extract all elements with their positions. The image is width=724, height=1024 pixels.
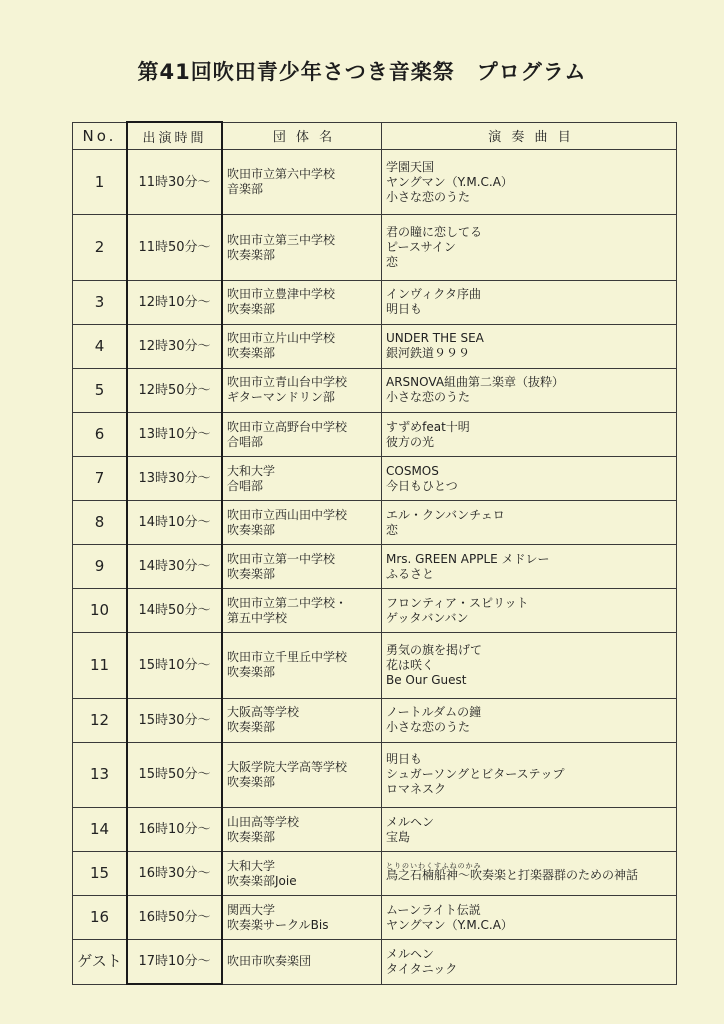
performance-time: 14時30分～ — [127, 545, 222, 589]
song-title: ピースサイン — [386, 240, 456, 255]
song-list — [382, 698, 677, 742]
row-number: 4 — [73, 324, 128, 368]
song-ruby-reading: とりのいわくすふねのかみ — [386, 862, 482, 871]
group-name-line: 合唱部 — [227, 434, 264, 449]
group-name — [222, 633, 382, 698]
group-name — [222, 852, 382, 896]
song-title: 学園天国 — [386, 159, 435, 174]
group-name-line: 吹奏楽部 — [227, 302, 276, 317]
song-title — [386, 864, 676, 883]
row-number: 6 — [73, 412, 128, 456]
group-name-line: 吹奏楽サークルBis — [227, 917, 329, 932]
song-title: 彼方の光 — [386, 434, 435, 449]
song-list — [382, 457, 677, 501]
song-title: Be Our Guest — [386, 672, 467, 687]
header-no: No. — [73, 122, 128, 150]
row-number: 14 — [73, 808, 128, 852]
table-row — [73, 368, 677, 412]
header-time: 出演時間 — [127, 122, 222, 150]
group-name-line: 山田高等学校 — [227, 814, 300, 829]
song-list — [382, 280, 677, 324]
song-list — [382, 545, 677, 589]
song-title: 明日も — [386, 302, 423, 317]
group-name-line: 吹田市立青山台中学校 — [227, 375, 348, 390]
song-title: ムーンライト伝説 — [386, 902, 481, 917]
song-title: すずめfeat十明 — [386, 419, 470, 434]
group-name-line: 吹奏楽部 — [227, 665, 276, 680]
group-name-line: 吹田市立千里丘中学校 — [227, 650, 348, 665]
song-list — [382, 940, 677, 984]
song-list — [382, 501, 677, 545]
group-name-line: 吹奏楽部 — [227, 720, 276, 735]
group-name-line: 吹奏楽部 — [227, 346, 276, 361]
performance-time: 13時10分～ — [127, 412, 222, 456]
performance-time: 14時50分～ — [127, 589, 222, 633]
group-name — [222, 698, 382, 742]
group-name — [222, 808, 382, 852]
song-title-text: 鳥之石楠船神～吹奏楽と打楽器群のための神話 — [386, 868, 639, 883]
song-list — [382, 150, 677, 215]
performance-time: 16時50分～ — [127, 896, 222, 940]
table-row — [73, 280, 677, 324]
performance-time: 15時50分～ — [127, 742, 222, 807]
group-name-line: 吹奏楽部Joie — [227, 873, 297, 888]
row-number: 1 — [73, 150, 128, 215]
group-name-line: 吹奏楽部 — [227, 247, 276, 262]
group-name-line: 第五中学校 — [227, 610, 288, 625]
song-title: 銀河鉄道９９９ — [386, 346, 471, 361]
group-name — [222, 412, 382, 456]
group-name — [222, 545, 382, 589]
row-number: 9 — [73, 545, 128, 589]
song-title: 恋 — [386, 522, 399, 537]
group-name — [222, 215, 382, 280]
row-number: 10 — [73, 589, 128, 633]
group-name-line: 吹田市立西山田中学校 — [227, 507, 348, 522]
table-row — [73, 742, 677, 807]
song-title: シュガーソングとビターステップ — [386, 767, 565, 782]
row-number: 12 — [73, 698, 128, 742]
group-name-line: 音楽部 — [227, 182, 264, 197]
group-name-line: 吹田市吹奏楽団 — [227, 954, 312, 969]
song-title: メルヘン — [386, 946, 435, 961]
performance-time: 15時30分～ — [127, 698, 222, 742]
group-name-line: 大和大学 — [227, 463, 276, 478]
group-name-line: ギターマンドリン部 — [227, 390, 335, 405]
song-title: フロンティア・スピリット — [386, 595, 529, 610]
song-title: ヤングマン（Y.M.C.A） — [386, 174, 513, 189]
row-number: 2 — [73, 215, 128, 280]
song-title: 小さな恋のうた — [386, 390, 471, 405]
song-title: 今日もひとつ — [386, 478, 458, 493]
group-name — [222, 742, 382, 807]
song-list — [382, 368, 677, 412]
song-list — [382, 324, 677, 368]
song-title: メルヘン — [386, 814, 435, 829]
song-title: 君の瞳に恋してる — [386, 225, 483, 240]
song-list — [382, 896, 677, 940]
performance-time: 12時10分～ — [127, 280, 222, 324]
group-name-line: 吹田市立高野台中学校 — [227, 419, 348, 434]
song-title: エル・クンバンチェロ — [386, 507, 505, 522]
group-name — [222, 457, 382, 501]
group-name-line: 大和大学 — [227, 858, 276, 873]
song-title: ヤングマン（Y.M.C.A） — [386, 917, 513, 932]
song-list — [382, 589, 677, 633]
performance-time: 12時30分～ — [127, 324, 222, 368]
performance-time: 11時50分～ — [127, 215, 222, 280]
table-row — [73, 896, 677, 940]
song-title: 小さな恋のうた — [386, 189, 471, 204]
group-name — [222, 501, 382, 545]
song-title: ふるさと — [386, 566, 435, 581]
group-name — [222, 589, 382, 633]
group-name-line: 吹田市立第三中学校 — [227, 232, 336, 247]
page-title: 第41回吹田青少年さつき音楽祭 プログラム — [137, 60, 587, 84]
performance-time: 14時10分～ — [127, 501, 222, 545]
group-name — [222, 368, 382, 412]
table-row — [73, 633, 677, 698]
song-list — [382, 412, 677, 456]
performance-time: 16時30分～ — [127, 852, 222, 896]
song-list — [382, 742, 677, 807]
song-title: ロマネスク — [386, 782, 447, 797]
row-number: 8 — [73, 501, 128, 545]
table-header-row — [73, 122, 677, 150]
song-title: 宝島 — [386, 829, 411, 844]
song-list — [382, 808, 677, 852]
group-name-line: 大阪高等学校 — [227, 705, 300, 720]
group-name — [222, 324, 382, 368]
song-title: 明日も — [386, 752, 423, 767]
song-title: ノートルダムの鐘 — [386, 705, 482, 720]
row-number: 3 — [73, 280, 128, 324]
group-name-line: 吹田市立第六中学校 — [227, 167, 336, 182]
song-title: COSMOS — [386, 463, 439, 478]
song-title: UNDER THE SEA — [386, 331, 484, 346]
song-title: Mrs. GREEN APPLE メドレー — [386, 551, 550, 566]
group-name — [222, 896, 382, 940]
performance-time: 13時30分～ — [127, 457, 222, 501]
table-row — [73, 324, 677, 368]
group-name-line: 吹奏楽部 — [227, 774, 276, 789]
song-title: インヴィクタ序曲 — [386, 287, 482, 302]
table-row — [73, 545, 677, 589]
table-row — [73, 589, 677, 633]
performance-time: 15時10分～ — [127, 633, 222, 698]
song-title: 花は咲く — [386, 657, 435, 672]
song-list — [382, 633, 677, 698]
performance-time: 11時30分～ — [127, 150, 222, 215]
group-name-line: 大阪学院大学高等学校 — [227, 759, 348, 774]
table-row — [73, 150, 677, 215]
row-number: 7 — [73, 457, 128, 501]
header-group: 団 体 名 — [222, 122, 382, 150]
performance-time: 16時10分～ — [127, 808, 222, 852]
group-name-line: 吹奏楽部 — [227, 522, 276, 537]
table-row — [73, 412, 677, 456]
row-number: 11 — [73, 633, 128, 698]
song-title: 小さな恋のうた — [386, 720, 471, 735]
table-row — [73, 698, 677, 742]
program-table — [72, 121, 677, 985]
row-number: 13 — [73, 742, 128, 807]
song-title: 勇気の旗を掲げて — [386, 642, 483, 657]
table-row — [73, 457, 677, 501]
song-title: ARSNOVA組曲第二楽章（抜粋） — [386, 375, 565, 390]
song-title: タイタニック — [386, 961, 458, 976]
group-name-line: 吹奏楽部 — [227, 566, 276, 581]
header-songs: 演 奏 曲 目 — [382, 122, 677, 150]
row-number: ゲスト — [73, 940, 128, 984]
row-number: 15 — [73, 852, 128, 896]
group-name-line: 吹田市立第二中学校・ — [227, 595, 348, 610]
row-number: 5 — [73, 368, 128, 412]
performance-time: 17時10分～ — [127, 940, 222, 984]
group-name-line: 吹田市立片山中学校 — [227, 331, 336, 346]
song-title: ゲッタバンバン — [386, 610, 469, 625]
group-name — [222, 280, 382, 324]
table-row — [73, 808, 677, 852]
song-list — [382, 852, 677, 896]
group-name-line: 吹田市立第一中学校 — [227, 551, 336, 566]
performance-time: 12時50分～ — [127, 368, 222, 412]
table-row — [73, 215, 677, 280]
group-name — [222, 150, 382, 215]
table-row — [73, 501, 677, 545]
group-name-line: 吹奏楽部 — [227, 829, 276, 844]
row-number: 16 — [73, 896, 128, 940]
group-name-line: 合唱部 — [227, 478, 264, 493]
song-title: 恋 — [386, 255, 399, 270]
table-row — [73, 940, 677, 984]
group-name-line: 関西大学 — [227, 902, 276, 917]
group-name-line: 吹田市立豊津中学校 — [227, 287, 336, 302]
song-list — [382, 215, 677, 280]
group-name — [222, 940, 382, 984]
table-row — [73, 852, 677, 896]
